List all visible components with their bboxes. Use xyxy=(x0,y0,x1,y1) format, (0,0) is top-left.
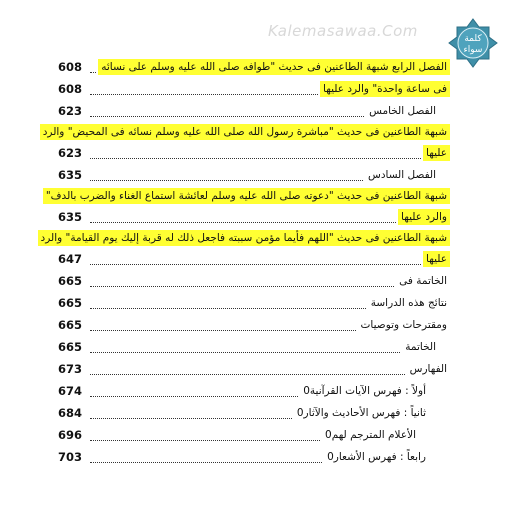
site-logo[interactable] xyxy=(448,18,498,68)
toc-entry[interactable] xyxy=(58,292,450,314)
toc-entry[interactable] xyxy=(45,186,450,206)
toc-entry[interactable] xyxy=(58,424,450,446)
toc-entry-title: الفصل الرابع شبهة الطاعنين فى حديث "طوافه صلى الله عليه وسلم على نسائه xyxy=(98,59,450,75)
toc-entry-title: رابعاً : فهرس الأشعار0 xyxy=(324,450,450,464)
toc-entry-title: شبهة الطاعنين فى حديث "اللهم فأيما مؤمن سببته فاجعل ذلك له قربة إليك يوم القيامة" والرد xyxy=(38,230,450,246)
toc-entry[interactable] xyxy=(58,314,450,336)
svg-text:كلمة: كلمة xyxy=(464,34,482,44)
toc-entry[interactable] xyxy=(58,446,450,468)
toc-leader-dots xyxy=(90,180,363,181)
toc-entry[interactable] xyxy=(58,78,450,100)
toc-entry-title: عليها xyxy=(423,145,450,161)
toc-leader-dots xyxy=(90,462,322,463)
toc-leader-dots xyxy=(90,222,396,223)
toc-entry-title: شبهة الطاعنين فى حديث "مباشرة رسول الله صلى الله عليه وسلم نسائه فى المحيض" والرد xyxy=(40,124,450,140)
toc-entry-title: والرد عليها xyxy=(398,209,450,225)
toc-entry[interactable] xyxy=(58,270,450,292)
toc-page-number: 608 xyxy=(58,82,83,96)
toc-leader-dots xyxy=(90,396,298,397)
toc-leader-dots xyxy=(90,72,96,73)
toc-leader-dots xyxy=(90,330,356,331)
toc-page-number: 696 xyxy=(58,428,83,442)
toc-entry-title: أولاً : فهرس الآيات القرآنية0 xyxy=(300,384,450,398)
toc-entry-title: ثانياً : فهرس الأحاديث والآثار0 xyxy=(294,406,450,420)
toc-leader-dots xyxy=(90,440,320,441)
toc-entry-title: الخاتمة فى xyxy=(396,274,450,288)
toc-entry-title: الفصل السادس xyxy=(365,168,450,182)
toc-entry[interactable] xyxy=(58,56,450,78)
toc-leader-dots xyxy=(90,94,318,95)
toc-leader-dots xyxy=(90,286,394,287)
toc-page-number: 647 xyxy=(58,252,83,266)
toc-entry[interactable] xyxy=(58,380,450,402)
toc-leader-dots xyxy=(90,116,364,117)
toc-entry[interactable] xyxy=(58,206,450,228)
toc-page-number: 665 xyxy=(58,340,83,354)
toc-leader-dots xyxy=(90,418,292,419)
toc-entry-title: الخاتمة xyxy=(402,340,450,354)
toc-page-number: 674 xyxy=(58,384,83,398)
toc-entry-title: عليها xyxy=(423,251,450,267)
toc-entry[interactable] xyxy=(58,336,450,358)
toc-entry-title: الفهارس xyxy=(407,362,450,376)
toc-entry-title: الأعلام المترجم لهم0 xyxy=(322,428,450,442)
toc-page-number: 608 xyxy=(58,60,83,74)
toc-entry-title: شبهة الطاعنين فى حديث "دعوته صلى الله عليه وسلم لعائشة استماع الغناء والضرب بالدف" xyxy=(43,188,450,204)
toc-entry-title: فى ساعة واحدة" والرد عليها xyxy=(320,81,450,97)
toc-leader-dots xyxy=(90,308,366,309)
toc-page-number: 703 xyxy=(58,450,83,464)
toc-entry[interactable] xyxy=(58,402,450,424)
toc-page-number: 635 xyxy=(58,168,83,182)
toc-leader-dots xyxy=(90,158,421,159)
toc-leader-dots xyxy=(90,352,400,353)
toc-page-number: 635 xyxy=(58,210,83,224)
toc-entry-title: الفصل الخامس xyxy=(366,104,450,118)
toc-page-number: 665 xyxy=(58,318,83,332)
toc-page-number: 665 xyxy=(58,274,83,288)
toc-entry[interactable] xyxy=(58,248,450,270)
toc-entry[interactable] xyxy=(40,228,450,248)
toc-page-number: 673 xyxy=(58,362,83,376)
toc-entry[interactable] xyxy=(42,122,450,142)
toc-entry[interactable] xyxy=(58,164,450,186)
site-watermark: Kalemasawaa.Com xyxy=(268,22,418,40)
table-of-contents xyxy=(40,56,450,468)
toc-entry[interactable] xyxy=(58,358,450,380)
toc-leader-dots xyxy=(90,374,405,375)
toc-page-number: 665 xyxy=(58,296,83,310)
toc-leader-dots xyxy=(90,264,421,265)
toc-entry[interactable] xyxy=(58,142,450,164)
toc-page-number: 684 xyxy=(58,406,83,420)
svg-text:سواء: سواء xyxy=(463,45,483,55)
toc-entry-title: ومقترحات وتوصيات xyxy=(358,318,450,332)
toc-page-number: 623 xyxy=(58,146,83,160)
toc-page-number: 623 xyxy=(58,104,83,118)
toc-entry[interactable] xyxy=(58,100,450,122)
toc-entry-title: نتائج هذه الدراسة xyxy=(368,296,450,310)
